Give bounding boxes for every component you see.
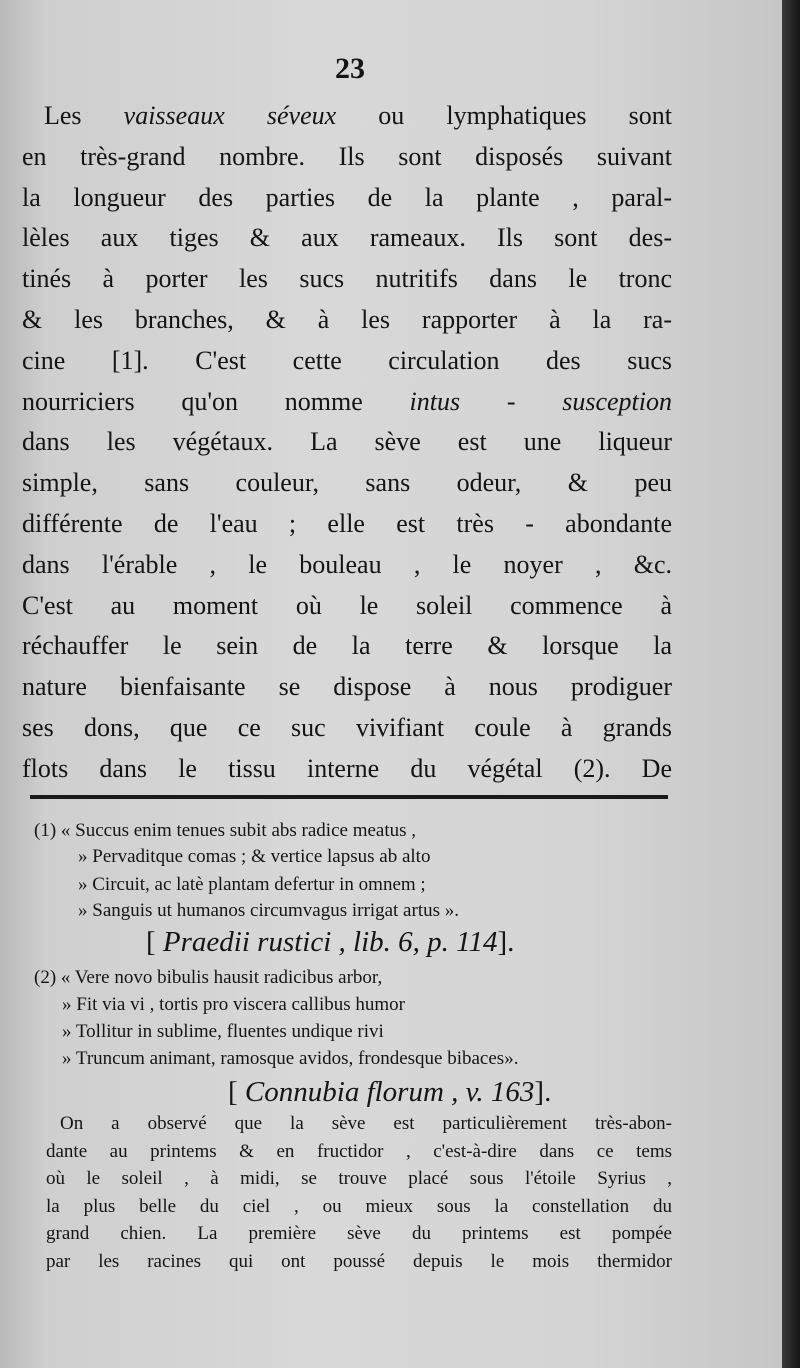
main-line: C'est au moment où le soleil commence à xyxy=(22,590,672,620)
page-number: 23 xyxy=(335,52,365,85)
main-line: & les branches, & à les rapporter à la ra- xyxy=(22,304,672,334)
footnote-2-line: » Fit via vi , tortis pro viscera callibus humor xyxy=(62,994,406,1015)
source-bracket: [ xyxy=(228,1076,245,1108)
main-line: flots dans le tissu interne du végétal (2). De xyxy=(22,753,672,783)
footnote-1-line: (1) « Succus enim tenues subit abs radice meatus , xyxy=(34,820,417,841)
footnote-1-source xyxy=(146,922,514,962)
main-line: lèles aux tiges & aux rameaux. Ils sont des- xyxy=(22,223,672,253)
footnote-1-line: » Sanguis ut humanos circumvagus irrigat artus ». xyxy=(78,900,459,921)
source-title: Praedii rustici xyxy=(162,926,332,958)
italic-term: vaisseaux séveux xyxy=(123,101,337,130)
main-line: réchauffer le sein de la terre & lorsque la xyxy=(22,631,672,661)
main-line: cine [1]. C'est cette circulation des sucs xyxy=(22,345,672,375)
main-line: ses dons, que ce suc vivifiant coule à grands xyxy=(22,712,672,742)
main-line: nature bienfaisante se dispose à nous prodiguer xyxy=(22,672,672,702)
main-line xyxy=(22,382,672,423)
paragraph-line: On a observé que la sève est particulièrement très-abon- xyxy=(60,1113,672,1134)
main-line: en très-grand nombre. Ils sont disposés suivant xyxy=(22,141,672,171)
footnote-2-line: (2) « Vere novo bibulis hausit radicibus arbor, xyxy=(34,967,383,988)
source-title: Connubia florum xyxy=(244,1076,444,1108)
paragraph-line: par les racines qui ont poussé depuis le mois thermidor xyxy=(46,1250,672,1272)
footnote-1-line: » Pervaditque comas ; & vertice lapsus ab alto xyxy=(78,846,431,867)
main-line: dans les végétaux. La sève est une liqueur xyxy=(22,427,672,457)
footnote-2-source xyxy=(228,1072,551,1112)
footnote-1-line: » Circuit, ac latè plantam defertur in omnem ; xyxy=(78,874,426,895)
italic-term: intus - susception xyxy=(409,386,672,416)
source-bracket: ]. xyxy=(497,926,515,958)
main-line: dans l'érable , le bouleau , le noyer , &c. xyxy=(22,549,672,579)
text-run: nourriciers qu'on nomme xyxy=(22,386,410,416)
paragraph-line: dante au printems & en fructidor , c'est-à-dire dans ce tems xyxy=(46,1140,672,1162)
main-line: différente de l'eau ; elle est très - abondante xyxy=(22,508,672,538)
source-bracket: ]. xyxy=(534,1076,552,1108)
text-run: ou lymphatiques sont xyxy=(336,101,673,130)
footnote-2-line: » Truncum animant, ramosque avidos, frondesque bibaces». xyxy=(62,1048,519,1069)
paragraph-line: grand chien. La première sève du printems est pompée xyxy=(46,1223,672,1245)
main-line: tinés à porter les sucs nutritifs dans le tronc xyxy=(22,264,672,294)
source-ref: , v. 163 xyxy=(443,1076,535,1108)
source-bracket: [ xyxy=(146,926,163,958)
footnote-2-line: » Tollitur in sublime, fluentes undique rivi xyxy=(62,1021,384,1042)
source-ref: , lib. 6, p. 114 xyxy=(331,926,498,958)
paragraph-line: où le soleil , à midi, se trouve placé sous l'étoile Syrius , xyxy=(46,1168,672,1190)
main-line: la longueur des parties de la plante , paral- xyxy=(22,182,672,212)
main-line: simple, sans couleur, sans odeur, & peu xyxy=(22,468,672,498)
text-run: Les xyxy=(44,101,124,130)
main-line xyxy=(22,96,672,137)
main-text xyxy=(22,96,672,790)
paragraph-line: la plus belle du ciel , ou mieux sous la constellation du xyxy=(46,1195,672,1217)
closing-paragraph xyxy=(46,1110,672,1276)
footnote-rule xyxy=(30,795,668,799)
page-edge-shadow xyxy=(782,0,800,1368)
